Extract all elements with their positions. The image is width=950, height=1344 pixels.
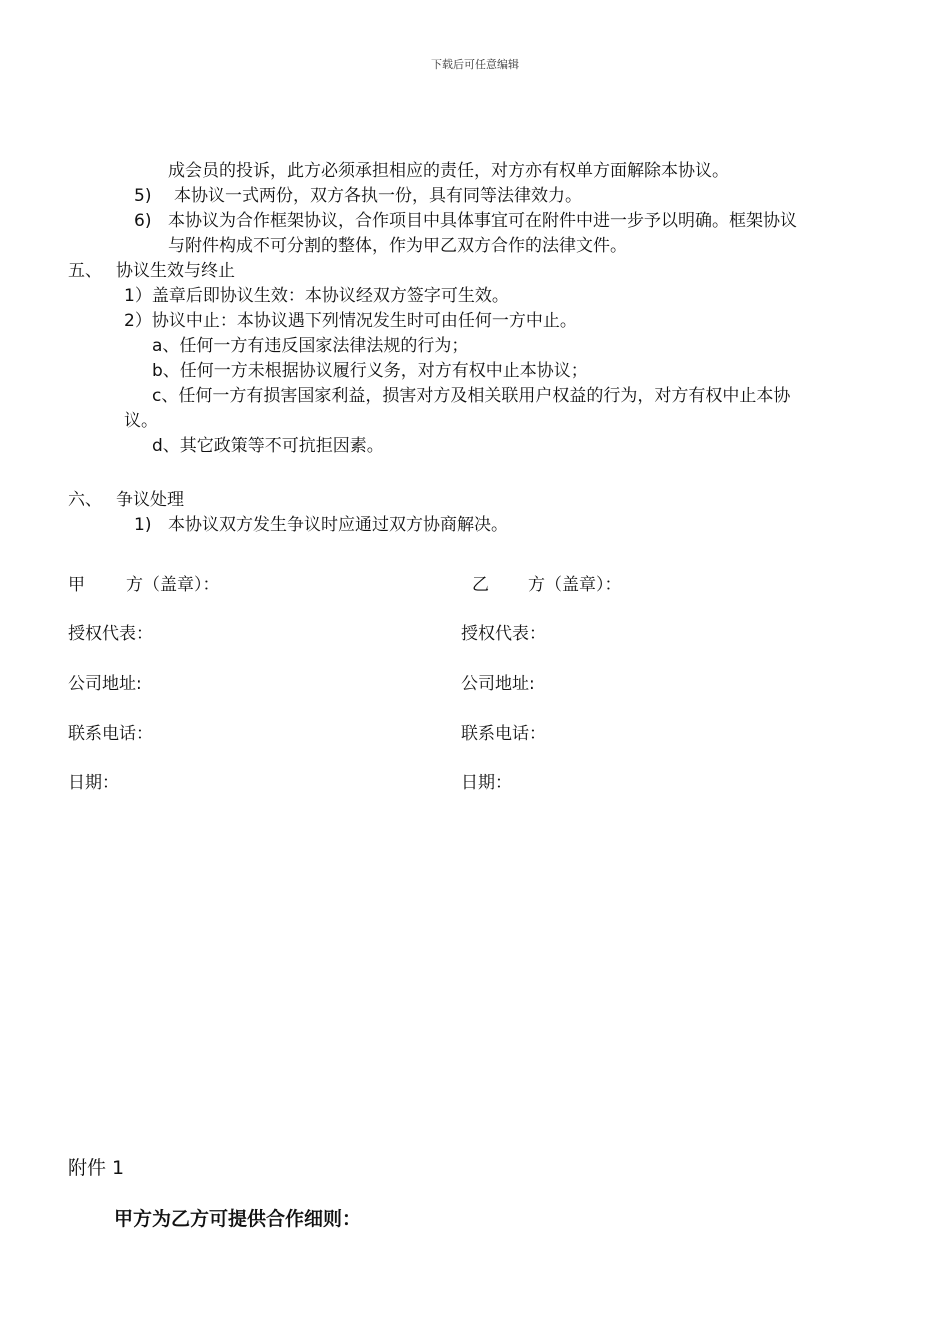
party-a-representative-label: 授权代表： — [68, 624, 153, 644]
clause4-item6-number: 6) — [134, 211, 152, 231]
party-b-date-label: 日期： — [461, 773, 512, 793]
party-a-address-label: 公司地址: — [68, 674, 142, 694]
party-a-phone-label: 联系电话： — [68, 724, 153, 744]
clause5-item2: 2）协议中止：本协议遇下列情况发生时可由任何一方中止。 — [124, 311, 577, 331]
appendix-title: 甲方为乙方可提供合作细则： — [114, 1208, 362, 1230]
party-b-label: 乙 — [472, 575, 489, 595]
party-a-label: 甲 — [68, 575, 85, 595]
clause6-title: 争议处理 — [116, 490, 184, 510]
party-b-phone-label: 联系电话： — [461, 724, 546, 744]
appendix-label: 附件 1 — [68, 1157, 125, 1179]
clause4-item6-line2: 与附件构成不可分割的整体，作为甲乙双方合作的法律文件。 — [168, 236, 627, 256]
party-a-date-label: 日期： — [68, 773, 119, 793]
clause4-continuation: 成会员的投诉，此方必须承担相应的责任，对方亦有权单方面解除本协议。 — [168, 161, 729, 181]
clause5-item-d: d、其它政策等不可抗拒因素。 — [152, 436, 384, 456]
party-a-seal-label: 方（盖章）： — [126, 575, 220, 595]
clause5-item-a: a、任何一方有违反国家法律法规的行为； — [152, 336, 469, 356]
clause5-item-c-line2: 议。 — [124, 411, 158, 431]
party-b-representative-label: 授权代表： — [461, 624, 546, 644]
page-header-note: 下载后可任意编辑 — [431, 58, 519, 71]
party-b-seal-label: 方（盖章）： — [528, 575, 622, 595]
party-b-address-label: 公司地址: — [461, 674, 535, 694]
clause4-item5-number: 5) — [134, 186, 152, 206]
clause5-title: 协议生效与终止 — [116, 261, 235, 281]
clause4-item5: 本协议一式两份，双方各执一份，具有同等法律效力。 — [174, 186, 582, 206]
clause5-number: 五、 — [68, 261, 102, 281]
clause6-number: 六、 — [68, 490, 102, 510]
clause5-item-c-line1: c、任何一方有损害国家利益，损害对方及相关联用户权益的行为，对方有权中止本协 — [152, 386, 791, 406]
clause5-item-b: b、任何一方未根据协议履行义务，对方有权中止本协议； — [152, 361, 588, 381]
clause6-item1-number: 1) — [134, 515, 152, 535]
clause4-item6-line1: 本协议为合作框架协议，合作项目中具体事宜可在附件中进一步予以明确。框架协议 — [168, 211, 797, 231]
clause6-item1: 本协议双方发生争议时应通过双方协商解决。 — [168, 515, 508, 535]
clause5-item1: 1）盖章后即协议生效：本协议经双方签字可生效。 — [124, 286, 509, 306]
